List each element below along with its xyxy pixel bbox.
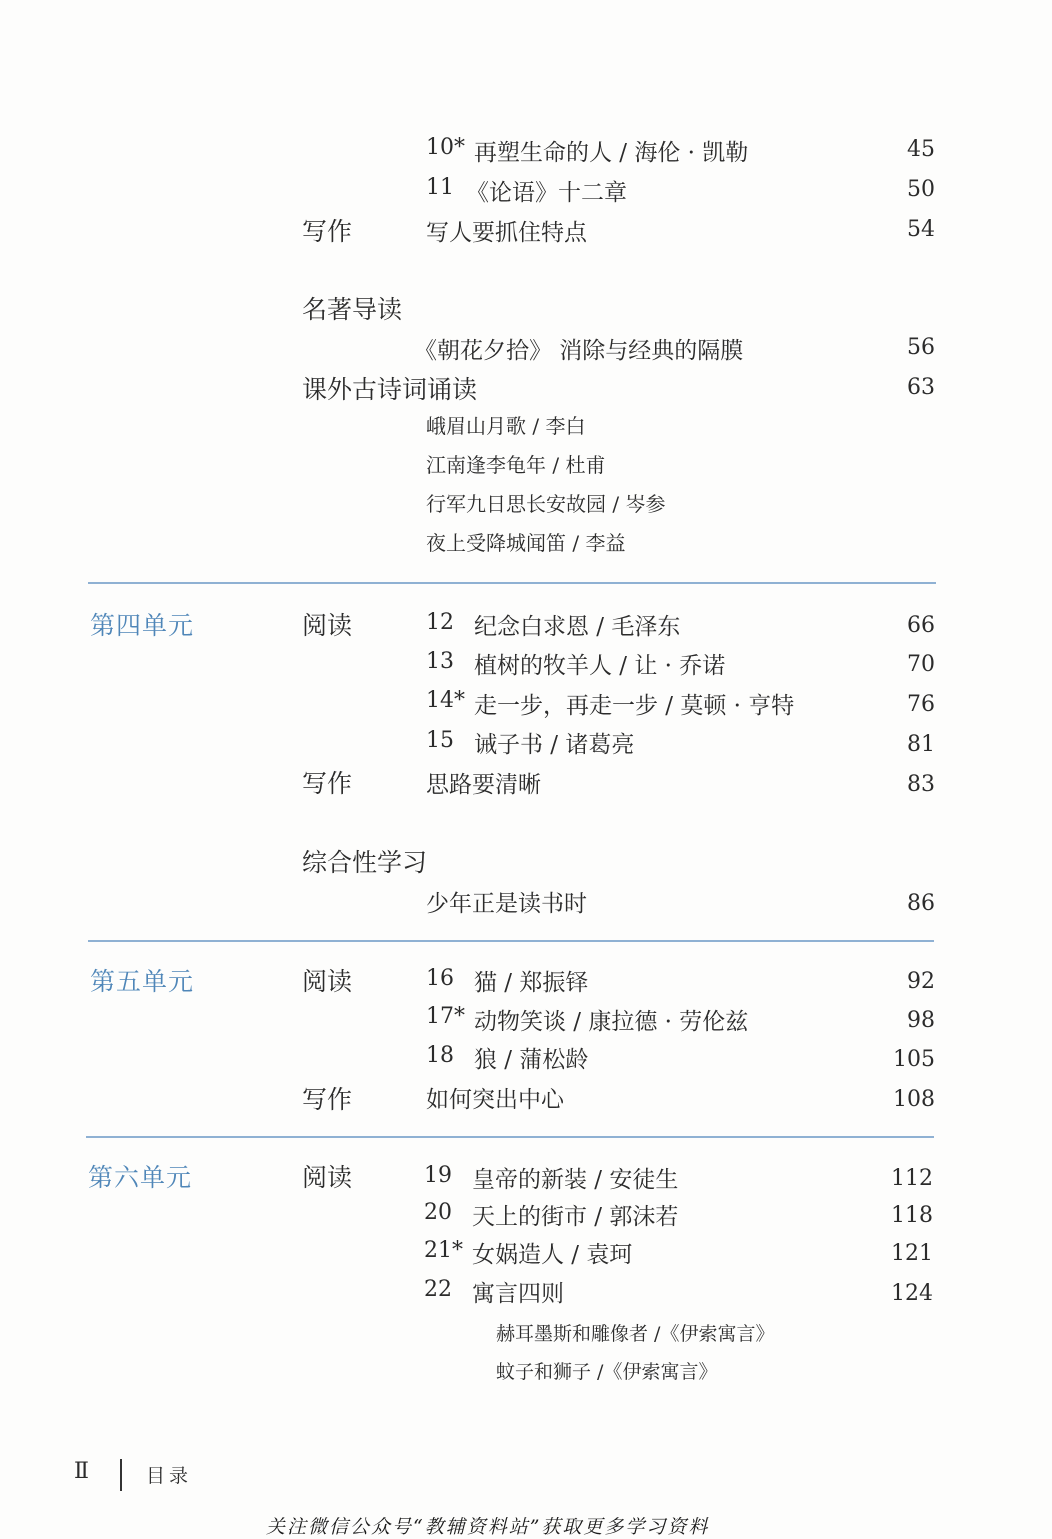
unit-divider [86,1136,934,1138]
page-number: 54 [907,217,935,242]
lesson-number: 16 [426,966,454,991]
footer-label: 目录 [146,1465,193,1487]
lesson-title[interactable]: 植树的牧羊人 / 让 · 乔诺 [474,653,726,679]
page-number: 70 [907,652,935,677]
unit-divider [88,582,936,584]
unit-heading-4: 第四单元 [90,611,195,640]
footer-separator [120,1459,122,1491]
page-number: 105 [893,1047,935,1072]
unit-divider [88,940,934,942]
page-number: 92 [907,969,935,994]
lesson-title[interactable]: 走一步，再走一步 / 莫顿 · 亨特 [474,693,795,719]
page-number: 98 [907,1008,935,1033]
section-label-poems: 课外古诗词诵读 [302,375,478,404]
poem-item[interactable]: 峨眉山月歌 / 李白 [426,414,586,438]
lesson-title[interactable]: 诫子书 / 诸葛亮 [474,732,635,758]
footer-watermark-note: 关注微信公众号“教辅资料站”获取更多学习资料 [266,1516,710,1538]
page-number: 112 [891,1166,933,1191]
section-label-study: 综合性学习 [302,848,428,877]
page-number: 56 [907,335,935,360]
lesson-number: 21* [424,1238,463,1263]
lesson-title[interactable]: 动物笑谈 / 康拉德 · 劳伦兹 [474,1009,749,1035]
section-label-reading: 阅读 [302,611,353,640]
page-number: 81 [907,732,935,757]
section-label-writing: 写作 [302,217,353,246]
lesson-number: 17* [426,1004,465,1029]
fable-item[interactable]: 蚊子和狮子 /《伊索寓言》 [496,1361,718,1383]
lesson-number: 18 [426,1043,454,1068]
page-number: 50 [907,177,935,202]
section-label-reading: 阅读 [302,967,353,996]
page-number: 108 [893,1087,935,1112]
writing-title[interactable]: 思路要清晰 [426,772,541,798]
section-label-classics: 名著导读 [302,295,403,324]
section-label-writing: 写作 [302,1085,353,1114]
unit-heading-6: 第六单元 [88,1163,193,1192]
lesson-number: 11 [426,175,454,200]
lesson-number: 12 [426,610,454,635]
page-number: 76 [907,692,935,717]
lesson-title[interactable]: 寓言四则 [472,1281,564,1307]
lesson-title[interactable]: 《论语》十二章 [466,180,627,206]
poem-item[interactable]: 行军九日思长安故园 / 岑参 [426,492,666,516]
page-number: 63 [907,375,935,400]
page-number: 83 [907,772,935,797]
lesson-title[interactable]: 纪念白求恩 / 毛泽东 [474,614,681,640]
unit-heading-5: 第五单元 [90,967,195,996]
page-number: 86 [907,891,935,916]
lesson-number: 14* [426,688,465,713]
lesson-title[interactable]: 女娲造人 / 袁珂 [472,1242,633,1268]
footer-page-roman: Ⅱ [74,1459,89,1484]
page-number: 121 [891,1241,933,1266]
writing-title[interactable]: 如何突出中心 [426,1087,564,1113]
page-number: 124 [891,1281,933,1306]
lesson-title[interactable]: 皇帝的新装 / 安徒生 [472,1167,679,1193]
page-number: 66 [907,613,935,638]
section-label-writing: 写作 [302,769,353,798]
lesson-number: 15 [426,728,454,753]
fable-item[interactable]: 赫耳墨斯和雕像者 /《伊索寓言》 [496,1323,775,1345]
writing-title[interactable]: 写人要抓住特点 [426,220,587,246]
lesson-number: 13 [426,649,454,674]
lesson-title[interactable]: 猫 / 郑振铎 [474,970,589,996]
poem-item[interactable]: 夜上受降城闻笛 / 李益 [426,531,626,555]
section-label-reading: 阅读 [302,1163,353,1192]
poem-item[interactable]: 江南逢李龟年 / 杜甫 [426,453,606,477]
page-number: 118 [891,1203,933,1228]
lesson-title[interactable]: 再塑生命的人 / 海伦 · 凯勒 [474,140,749,166]
study-title[interactable]: 少年正是读书时 [426,891,587,917]
lesson-number: 20 [424,1200,452,1225]
page-number: 45 [907,137,935,162]
lesson-number: 22 [424,1277,452,1302]
lesson-number: 10* [426,135,465,160]
lesson-title[interactable]: 狼 / 蒲松龄 [474,1047,589,1073]
lesson-number: 19 [424,1163,452,1188]
lesson-title[interactable]: 天上的街市 / 郭沫若 [472,1204,679,1230]
classics-title[interactable]: 《朝花夕拾》 消除与经典的隔膜 [414,338,744,364]
